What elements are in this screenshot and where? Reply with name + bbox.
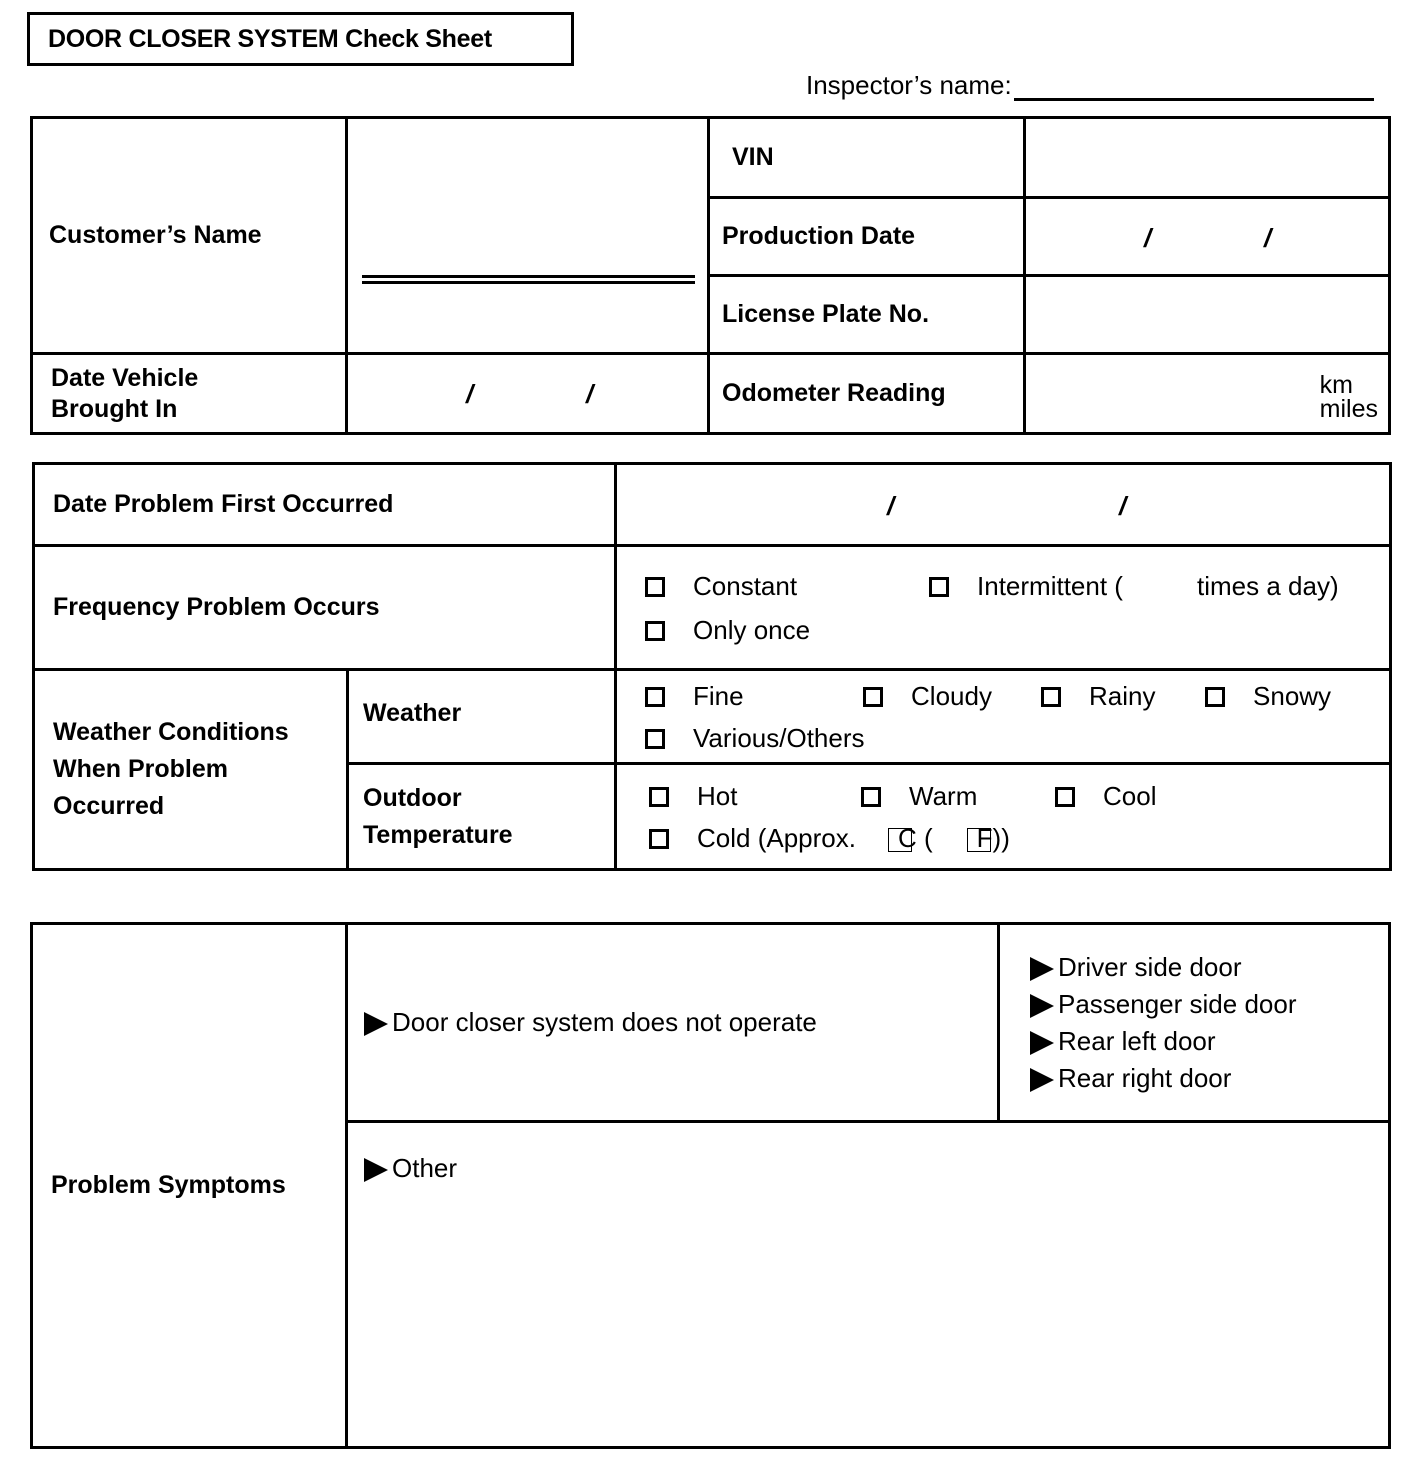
weather-option-fine[interactable]: Fine: [645, 681, 744, 712]
weather-options: [616, 670, 1391, 764]
checkbox-icon[interactable]: [645, 687, 665, 707]
checkbox-icon[interactable]: [1041, 687, 1061, 707]
symptom-does-not-operate[interactable]: Door closer system does not operate: [347, 924, 999, 1122]
outdoor-temperature-label: Outdoor Temperature: [348, 764, 616, 870]
license-plate-label: License Plate No.: [709, 276, 1025, 354]
frequency-option-intermittent[interactable]: Intermittent (: [929, 571, 1123, 602]
customer-name-input[interactable]: [347, 118, 709, 354]
door-option-rear-right[interactable]: Rear right door: [1030, 1060, 1388, 1097]
production-date-label: Production Date: [709, 198, 1025, 276]
checkbox-icon[interactable]: [645, 729, 665, 749]
license-plate-input[interactable]: [1025, 276, 1390, 354]
arrow-right-icon: [1030, 957, 1054, 981]
weather-label: Weather: [348, 670, 616, 764]
arrow-right-icon: [1030, 1068, 1054, 1092]
temperature-option-warm[interactable]: Warm: [861, 781, 977, 812]
document-title: DOOR CLOSER SYSTEM Check Sheet: [27, 12, 574, 66]
checkbox-icon[interactable]: [1055, 787, 1075, 807]
checkbox-icon[interactable]: [649, 829, 669, 849]
arrow-right-icon: [364, 1158, 388, 1182]
checkbox-icon[interactable]: [929, 577, 949, 597]
arrow-right-icon: [1030, 994, 1054, 1018]
date-brought-in-input[interactable]: / /: [347, 354, 709, 434]
unit-km: km: [1319, 371, 1353, 399]
vehicle-info-table: [30, 116, 1391, 435]
weather-option-rainy[interactable]: Rainy: [1041, 681, 1155, 712]
date-brought-in-label: Date Vehicle Brought In: [32, 354, 347, 434]
weather-option-various[interactable]: Various/Others: [645, 723, 864, 754]
symptom-other-field[interactable]: Other: [347, 1122, 1390, 1448]
temperature-option-cold[interactable]: Cold (Approx. C ( F)): [649, 823, 1010, 854]
temperature-option-cool[interactable]: Cool: [1055, 781, 1156, 812]
frequency-option-only-once[interactable]: Only once: [645, 615, 810, 646]
frequency-options: [616, 546, 1391, 670]
temperature-options: [616, 764, 1391, 870]
door-option-passenger[interactable]: Passenger side door: [1030, 986, 1388, 1023]
weather-option-snowy[interactable]: Snowy: [1205, 681, 1331, 712]
symptoms-table: [30, 922, 1391, 1449]
door-option-driver[interactable]: Driver side door: [1030, 949, 1388, 986]
door-list: [999, 924, 1390, 1122]
vin-input[interactable]: [1025, 118, 1390, 198]
checkbox-icon[interactable]: [861, 787, 881, 807]
fahrenheit-field[interactable]: F)): [967, 823, 1010, 854]
problem-symptoms-label: Problem Symptoms: [32, 924, 347, 1448]
odometer-label: Odometer Reading: [709, 354, 1025, 434]
checkbox-icon[interactable]: [645, 621, 665, 641]
checkbox-icon[interactable]: [645, 577, 665, 597]
weather-conditions-label: Weather Conditions When Problem Occurred: [34, 670, 348, 870]
frequency-label: Frequency Problem Occurs: [34, 546, 616, 670]
date-first-occurred-label: Date Problem First Occurred: [34, 464, 616, 546]
checkbox-icon[interactable]: [1205, 687, 1225, 707]
vin-label: VIN: [709, 118, 1025, 198]
unit-miles: miles: [1319, 395, 1378, 423]
inspector-name-input[interactable]: [1014, 70, 1374, 101]
date-first-occurred-input[interactable]: / /: [616, 464, 1391, 546]
occurrence-table: [32, 462, 1392, 871]
arrow-right-icon: [1030, 1031, 1054, 1055]
checkbox-icon[interactable]: [649, 787, 669, 807]
arrow-right-icon: [364, 1012, 388, 1036]
odometer-input[interactable]: [1025, 354, 1390, 434]
inspector-name-label: Inspector’s name:: [806, 70, 1012, 100]
door-option-rear-left[interactable]: Rear left door: [1030, 1023, 1388, 1060]
frequency-option-constant[interactable]: Constant: [645, 571, 797, 602]
checkbox-icon[interactable]: [863, 687, 883, 707]
temperature-option-hot[interactable]: Hot: [649, 781, 737, 812]
celsius-field[interactable]: C (: [888, 823, 933, 854]
times-a-day-label: times a day): [1197, 571, 1339, 601]
production-date-input[interactable]: / /: [1025, 198, 1390, 276]
inspector-name-field: [806, 70, 1374, 101]
customer-name-label: Customer’s Name: [32, 118, 347, 354]
weather-option-cloudy[interactable]: Cloudy: [863, 681, 992, 712]
